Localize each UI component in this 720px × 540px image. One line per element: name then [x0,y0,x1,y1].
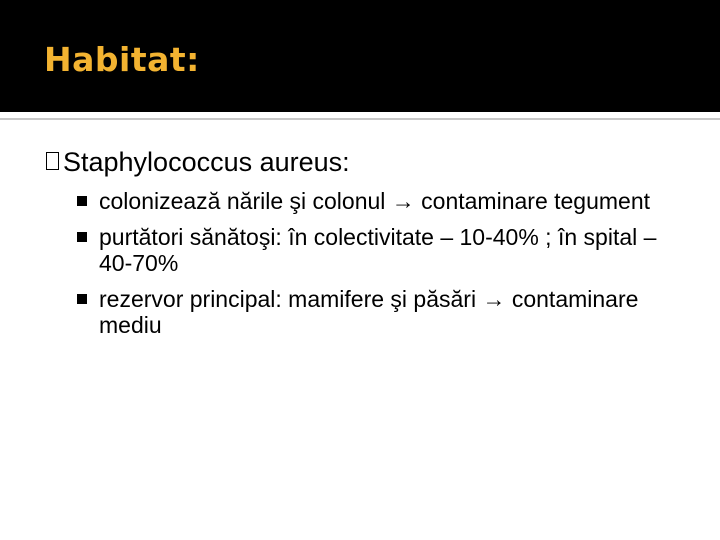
square-bullet-icon [77,196,87,206]
title-bar [0,0,720,112]
slide-title: Habitat: [44,40,200,79]
title-divider [0,118,720,120]
main-bullet-text: Staphylococcus aureus: [63,147,350,177]
sub-bullet-item [46,224,686,276]
sub-bullet-item [46,188,686,214]
square-bullet-icon [77,232,87,242]
sub-bullet-text: purtători sănătoşi: în colectivitate – 10-40% ; în spital – 40-70% [99,224,657,276]
sub-bullet-item [46,286,686,338]
square-bullet-icon [77,294,87,304]
sub-bullet-list [46,188,686,338]
slide-content [46,146,686,348]
box-bullet-icon [46,152,59,170]
main-bullet [46,146,686,178]
sub-bullet-text: rezervor principal: mamifere şi păsări → contaminare mediu [99,286,639,338]
sub-bullet-text: colonizează nările şi colonul → contaminare tegument [99,188,651,214]
